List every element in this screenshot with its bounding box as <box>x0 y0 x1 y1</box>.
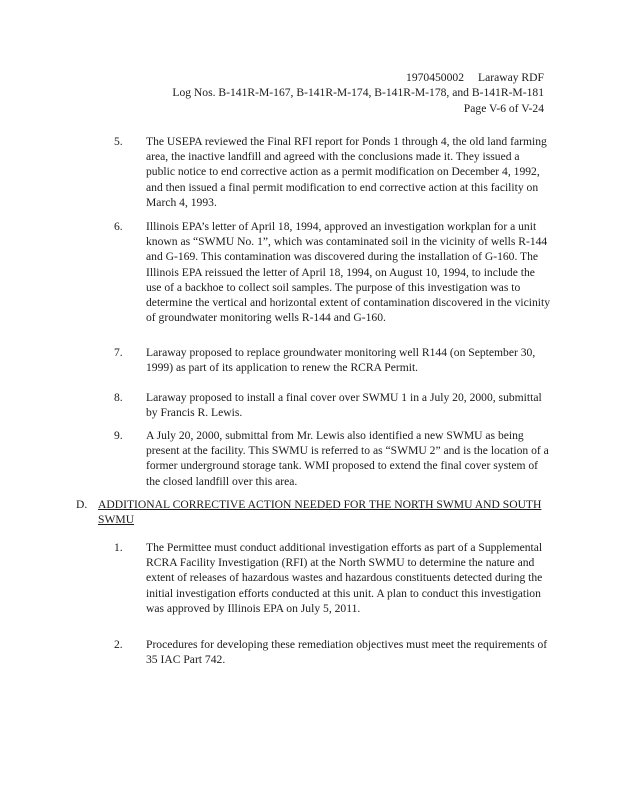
item-text: A July 20, 2000, submittal from Mr. Lewis also identified a new SWMU as being present at the facility. This SWMU is referred to as “SWMU 2” and is the location of a former underground storage tank. WMI proposed to extend the final cover system of the closed landfill over this area. <box>146 429 549 488</box>
item-text: Laraway proposed to replace groundwater monitoring well R144 (on September 30, 1999) as part of its application to renew the RCRA Permit. <box>146 346 536 375</box>
item-number: 8. <box>114 391 123 404</box>
item-number: 1. <box>114 541 123 554</box>
log-numbers: Log Nos. B-141R-M-167, B-141R-M-174, B-141R-M-178, and B-141R-M-181 <box>172 86 544 100</box>
item-number: 2. <box>114 638 123 651</box>
item-number: 9. <box>114 429 123 442</box>
page-header <box>172 70 544 116</box>
header-id-line <box>172 70 544 85</box>
facility-name: Laraway RDF <box>477 71 544 84</box>
item-text: The Permittee must conduct additional investigation efforts as part of a Supplemental RCRA Facility Investigation (RFI) at the North SWMU to determine the nature and extent of releases of hazardous wastes and hazardous constituents detected during the initial investigation efforts conducted at this unit. A plan to conduct this investigation was approved by Illinois EPA on July 5, 2011. <box>146 541 543 615</box>
item-text: Procedures for developing these remediation objectives must meet the requirements of 35 IAC Part 742. <box>146 638 548 667</box>
doc-id: 1970450002 <box>406 71 464 84</box>
page-number: Page V-6 of V-24 <box>463 101 544 115</box>
item-text: The USEPA reviewed the Final RFI report for Ponds 1 through 4, the old land farming area, the inactive landfill and agreed with the conclusions made it. They issued a public notice to end corrective action as a permit modification on December 4, 1992, and then issued a final permit modification to end corrective action at this facility on March 4, 1993. <box>146 135 547 209</box>
item-number: 7. <box>114 346 123 359</box>
item-text: Illinois EPA’s letter of April 18, 1994, approved an investigation workplan for a unit known as “SWMU No. 1”, which was contaminated soil in the vicinity of wells R-144 and G-169. This contamination was discovered during the installation of G-160. The Illinois EPA reissued the letter of April 18, 1994, on August 10, 1994, to include the use of a backhoe to collect soil samples. The purpose of this investigation was to determine the vertical and horizontal extent of contamination discovered in the vicinity of groundwater monitoring wells R-144 and G-160. <box>146 220 551 325</box>
section-title: ADDITIONAL CORRECTIVE ACTION NEEDED FOR THE NORTH SWMU AND SOUTH SWMU <box>98 498 542 527</box>
item-number: 6. <box>114 220 123 233</box>
item-number: 5. <box>114 135 123 148</box>
item-text: Laraway proposed to install a final cover over SWMU 1 in a July 20, 2000, submittal by Francis R. Lewis. <box>146 391 542 420</box>
section-letter: D. <box>76 498 88 511</box>
